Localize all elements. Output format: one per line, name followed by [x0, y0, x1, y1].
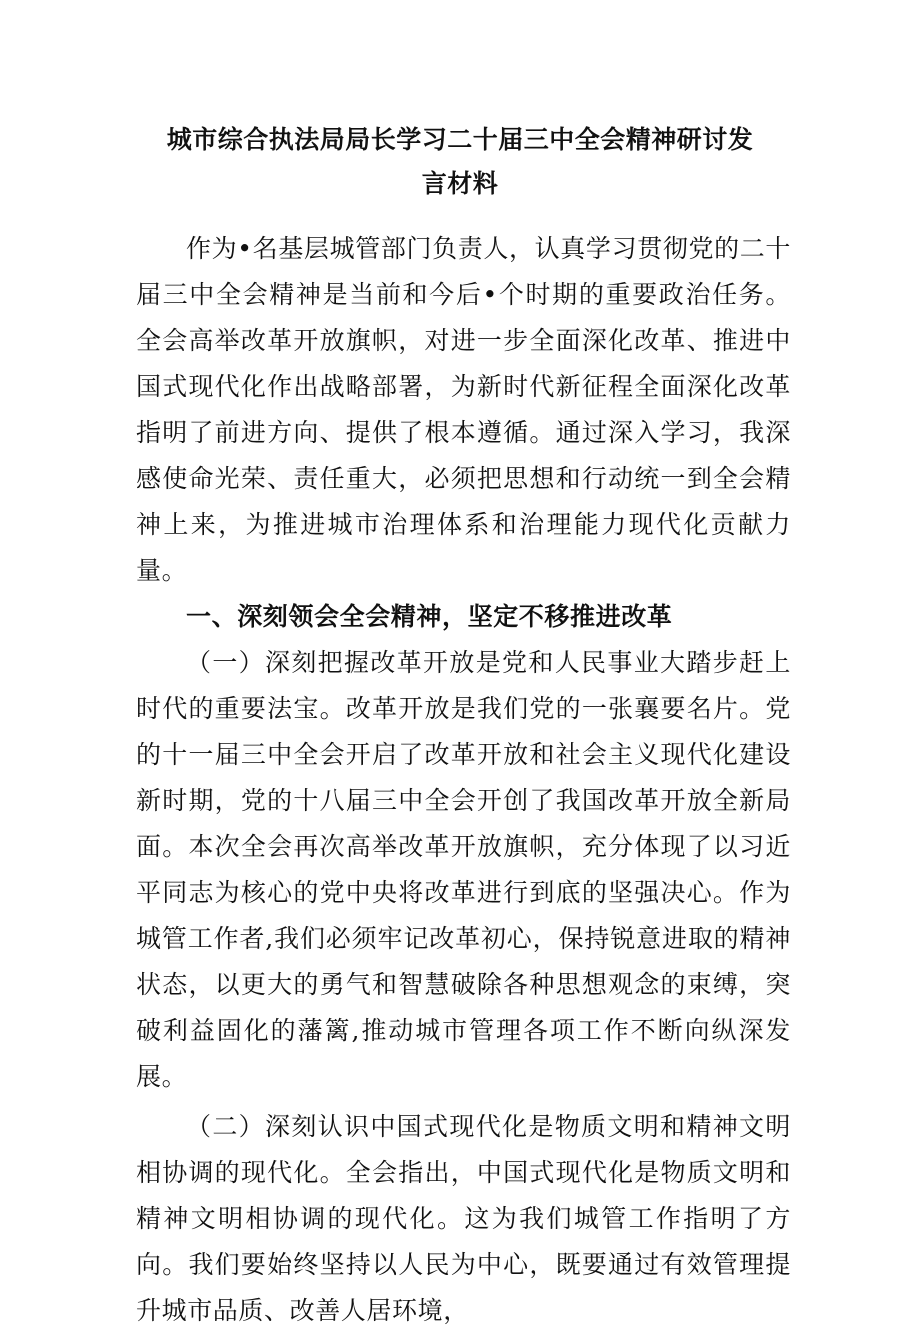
section-1-heading: 一、深刻领会全会精神，坚定不移推进改革	[186, 602, 673, 631]
section-1-paragraph-2: （二）深刻认识中国式现代化是物质文明和精神文明相协调的现代化。全会指出，中国式现代化是物质文明和精神文明相协调的现代化。这为我们城管工作指明了方向。我们要始终坚持以人民为中心，既要通过有效管理提升城市品质、改善人居环境，	[136, 1112, 791, 1325]
document-body	[136, 226, 791, 1334]
section-1-paragraph-1: （一）深刻把握改革开放是党和人民事业大踏步赶上时代的重要法宝。改革开放是我们党的一张襄要名片。党的十一届三中全会开启了改革开放和社会主义现代化建设新时期，党的十八届三中全会开创了我国改革开放全新局面。本次全会再次高举改革开放旗帜，充分体现了以习近平同志为核心的党中央将改革进行到底的坚强决心。作为城管工作者,我们必须牢记改革初心，保持锐意进取的精神状态，以更大的勇气和智慧破除各种思想观念的束缚，突破利益固化的藩篱,推动城市管理各项工作不断向纵深发展。	[136, 648, 791, 1091]
intro-paragraph: 作为•名基层城管部门负责人，认真学习贯彻党的二十届三中全会精神是当前和今后•个时期的重要政治任务。全会高举改革开放旗帜，对进一步全面深化改革、推进中国式现代化作出战略部署，为新时代新征程全面深化改革指明了前进方向、提供了根本遵循。通过深入学习，我深感使命光荣、责任重大，必须把思想和行动统一到全会精神上来，为推进城市治理体系和治理能力现代化贡献力量。	[136, 234, 791, 585]
document-title	[130, 118, 790, 206]
title-line-1: 城市综合执法局局长学习二十届三中全会精神研讨发	[166, 125, 754, 154]
title-line-2: 言材料	[421, 169, 499, 198]
